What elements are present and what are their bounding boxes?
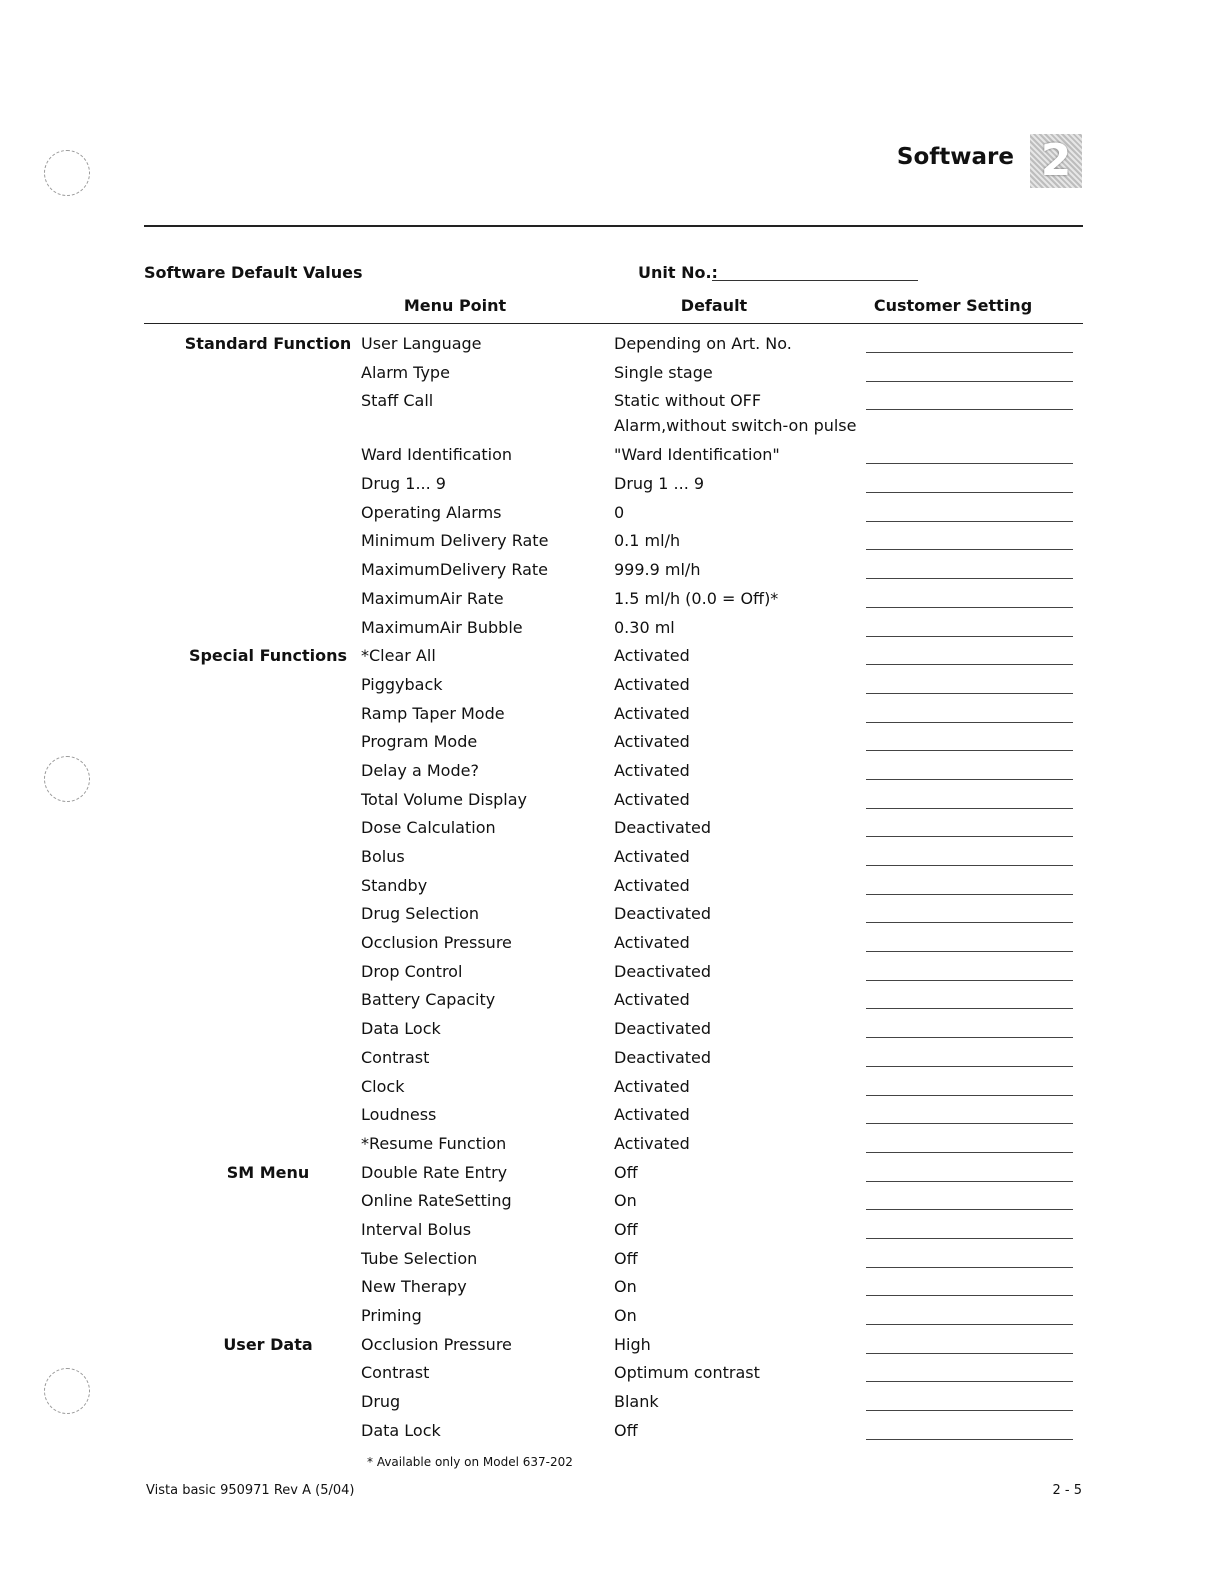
customer-setting-field[interactable] (866, 808, 1073, 809)
row-menu-point: *Clear All (361, 646, 436, 666)
column-header-menu-point: Menu Point (403, 296, 507, 315)
table-row (144, 474, 1083, 503)
row-menu-point: Program Mode (361, 732, 478, 752)
table-row (144, 1421, 1083, 1450)
customer-setting-field[interactable] (866, 549, 1073, 550)
row-default-value: 1.5 ml/h (0.0 = Off)* (614, 588, 779, 608)
row-menu-point: Double Rate Entry (361, 1162, 508, 1182)
row-menu-point: *Resume Function (361, 1133, 507, 1153)
row-default-value: Off (614, 1248, 638, 1268)
row-menu-point: Alarm Type (361, 362, 450, 382)
row-default-value: Depending on Art. No. (614, 334, 792, 353)
row-default-value: "Ward Identification" (614, 445, 780, 465)
customer-setting-field[interactable] (866, 1181, 1073, 1182)
row-menu-point: Delay a Mode? (361, 760, 479, 780)
table-row (144, 391, 1083, 445)
table-row (144, 1335, 1083, 1364)
table-row (144, 732, 1083, 761)
table-row (144, 904, 1083, 933)
customer-setting-field[interactable] (866, 1324, 1073, 1325)
customer-setting-field[interactable] (866, 578, 1073, 579)
row-menu-point: Total Volume Display (361, 789, 528, 809)
customer-setting-field[interactable] (866, 521, 1073, 522)
row-menu-point: Drug 1... 9 (361, 474, 446, 494)
table-row (144, 818, 1083, 847)
row-category: SM Menu (226, 1162, 310, 1182)
row-default-value: Optimum contrast (614, 1363, 760, 1383)
table-row (144, 589, 1083, 618)
table-row (144, 618, 1083, 647)
row-menu-point: Dose Calculation (361, 818, 496, 838)
row-default-value: 999.9 ml/h (614, 560, 701, 580)
table-row (144, 1277, 1083, 1306)
customer-setting-field[interactable] (866, 865, 1073, 866)
customer-setting-field[interactable] (866, 1123, 1073, 1124)
customer-setting-field[interactable] (866, 1037, 1073, 1038)
table-row (144, 445, 1083, 474)
table-row (144, 876, 1083, 905)
table-row (144, 1048, 1083, 1077)
table-row (144, 531, 1083, 560)
customer-setting-field[interactable] (866, 607, 1073, 608)
table-row (144, 363, 1083, 392)
row-default-value: 0.1 ml/h (614, 531, 681, 551)
row-menu-point: Drug Selection (361, 904, 480, 924)
footer-page-number: 2 - 5 (1052, 1483, 1082, 1498)
row-menu-point: Clock (361, 1076, 405, 1096)
table-row (144, 990, 1083, 1019)
customer-setting-field[interactable] (866, 1267, 1073, 1268)
customer-setting-field[interactable] (866, 1238, 1073, 1239)
customer-setting-field[interactable] (866, 1066, 1073, 1067)
table-row (144, 1134, 1083, 1163)
customer-setting-field[interactable] (866, 922, 1073, 923)
row-menu-point: New Therapy (361, 1277, 467, 1297)
customer-setting-field[interactable] (866, 1152, 1073, 1153)
table-row (144, 704, 1083, 733)
row-menu-point: Data Lock (361, 1420, 441, 1440)
row-default-value: Activated (614, 646, 690, 666)
table-row (144, 646, 1083, 675)
row-default-value: Blank (614, 1392, 659, 1412)
table-row (144, 790, 1083, 819)
customer-setting-field[interactable] (866, 1439, 1073, 1440)
table-row (144, 1163, 1083, 1192)
table-row (144, 1077, 1083, 1106)
row-category: User Data (223, 1334, 313, 1354)
customer-setting-field[interactable] (866, 664, 1073, 665)
customer-setting-field[interactable] (866, 1209, 1073, 1210)
settings-table (144, 334, 1083, 1449)
row-default-value: Activated (614, 789, 690, 809)
row-menu-point: User Language (361, 334, 482, 353)
unit-number-blank (712, 280, 918, 281)
row-menu-point: Loudness (361, 1105, 437, 1125)
row-menu-point: Contrast (361, 1363, 430, 1383)
customer-setting-field[interactable] (866, 381, 1073, 382)
row-default-value: Activated (614, 933, 690, 953)
row-menu-point: Online RateSetting (361, 1191, 512, 1211)
table-row (144, 1191, 1083, 1220)
row-menu-point: Staff Call (361, 391, 434, 411)
row-default-value: On (614, 1191, 637, 1211)
row-menu-point: Ward Identification (361, 445, 513, 465)
table-row (144, 560, 1083, 589)
row-menu-point: Contrast (361, 1047, 430, 1067)
table-header-rule (144, 323, 1083, 324)
row-menu-point: Battery Capacity (361, 990, 496, 1010)
customer-setting-field[interactable] (866, 894, 1073, 895)
table-row (144, 1019, 1083, 1048)
unit-number-label: Unit No.: (638, 263, 718, 282)
customer-setting-field[interactable] (866, 980, 1073, 981)
row-menu-point: Drug (361, 1392, 401, 1412)
row-default-value: High (614, 1334, 651, 1354)
table-row (144, 334, 1083, 363)
table-row (144, 503, 1083, 532)
row-default-value: Deactivated (614, 1047, 712, 1067)
row-category: Standard Function (184, 334, 352, 353)
customer-setting-field[interactable] (866, 1008, 1073, 1009)
section-title: Software Default Values (144, 263, 363, 282)
customer-setting-field[interactable] (866, 1381, 1073, 1382)
row-default-value: On (614, 1277, 637, 1297)
row-menu-point: Occlusion Pressure (361, 1334, 512, 1354)
customer-setting-field[interactable] (866, 951, 1073, 952)
row-default-value: Deactivated (614, 818, 712, 838)
row-menu-point: Bolus (361, 847, 405, 866)
row-default-value: Off (614, 1219, 638, 1239)
customer-setting-field[interactable] (866, 722, 1073, 723)
table-row (144, 1220, 1083, 1249)
row-menu-point: Minimum Delivery Rate (361, 531, 549, 551)
row-default-value: Activated (614, 732, 690, 752)
customer-setting-field[interactable] (866, 636, 1073, 637)
table-row (144, 933, 1083, 962)
chapter-number-badge: 2 (1030, 134, 1082, 188)
customer-setting-field[interactable] (866, 750, 1073, 751)
punch-hole-middle (44, 756, 90, 802)
row-default-value: 0.30 ml (614, 617, 675, 637)
customer-setting-field[interactable] (866, 693, 1073, 694)
row-default-value: Drug 1 ... 9 (614, 474, 705, 494)
table-row (144, 847, 1083, 876)
row-menu-point: Standby (361, 875, 428, 895)
row-default-value: 0 (614, 502, 625, 522)
row-menu-point: Piggyback (361, 674, 443, 694)
row-default-value: Deactivated (614, 1019, 712, 1039)
row-default-value: On (614, 1306, 637, 1325)
row-default-value: Activated (614, 1133, 690, 1153)
row-menu-point: MaximumDelivery Rate (361, 560, 549, 580)
row-menu-point: MaximumAir Rate (361, 588, 504, 608)
row-default-value: Activated (614, 990, 690, 1010)
customer-setting-field[interactable] (866, 779, 1073, 780)
row-default-value: Activated (614, 674, 690, 694)
row-menu-point: Data Lock (361, 1019, 441, 1039)
footer-document-id: Vista basic 950971 Rev A (5/04) (146, 1483, 355, 1498)
customer-setting-field[interactable] (866, 1353, 1073, 1354)
row-default-value: Off (614, 1420, 638, 1440)
customer-setting-field[interactable] (866, 492, 1073, 493)
table-row (144, 962, 1083, 991)
table-row (144, 1306, 1083, 1335)
customer-setting-field[interactable] (866, 409, 1073, 410)
row-default-value: Off (614, 1162, 638, 1182)
customer-setting-field[interactable] (866, 463, 1073, 464)
header-rule (144, 225, 1083, 227)
punch-hole-top (44, 150, 90, 196)
row-default-value: Activated (614, 847, 690, 866)
table-row (144, 1392, 1083, 1421)
row-menu-point: Priming (361, 1306, 422, 1325)
row-default-value: Activated (614, 1076, 690, 1096)
table-row (144, 675, 1083, 704)
customer-setting-field[interactable] (866, 836, 1073, 837)
row-default-value: Deactivated (614, 904, 712, 924)
row-default-value: Activated (614, 703, 690, 723)
table-row (144, 1363, 1083, 1392)
row-menu-point: Drop Control (361, 961, 463, 981)
customer-setting-field[interactable] (866, 352, 1073, 353)
row-menu-point: Tube Selection (361, 1248, 478, 1268)
page-title: Software (896, 144, 1014, 170)
row-default-value: Activated (614, 760, 690, 780)
footnote: * Available only on Model 637-202 (367, 1455, 573, 1469)
customer-setting-field[interactable] (866, 1295, 1073, 1296)
customer-setting-field[interactable] (866, 1095, 1073, 1096)
row-menu-point: Ramp Taper Mode (361, 703, 505, 723)
row-menu-point: Operating Alarms (361, 502, 502, 522)
row-menu-point: Interval Bolus (361, 1219, 472, 1239)
customer-setting-field[interactable] (866, 1410, 1073, 1411)
row-menu-point: MaximumAir Bubble (361, 617, 523, 637)
row-default-value: Activated (614, 1105, 690, 1125)
row-category: Special Functions (188, 646, 348, 666)
row-default-value: Deactivated (614, 961, 712, 981)
row-default-value: Single stage (614, 362, 713, 382)
row-default-value: Activated (614, 875, 690, 895)
column-header-customer-setting: Customer Setting (873, 296, 1033, 315)
row-default-value: Static without OFF Alarm,without switch-on pulse (614, 391, 857, 436)
punch-hole-bottom (44, 1368, 90, 1414)
column-header-default: Default (680, 296, 748, 315)
table-row (144, 1105, 1083, 1134)
row-menu-point: Occlusion Pressure (361, 933, 512, 953)
table-row (144, 1249, 1083, 1278)
table-row (144, 761, 1083, 790)
